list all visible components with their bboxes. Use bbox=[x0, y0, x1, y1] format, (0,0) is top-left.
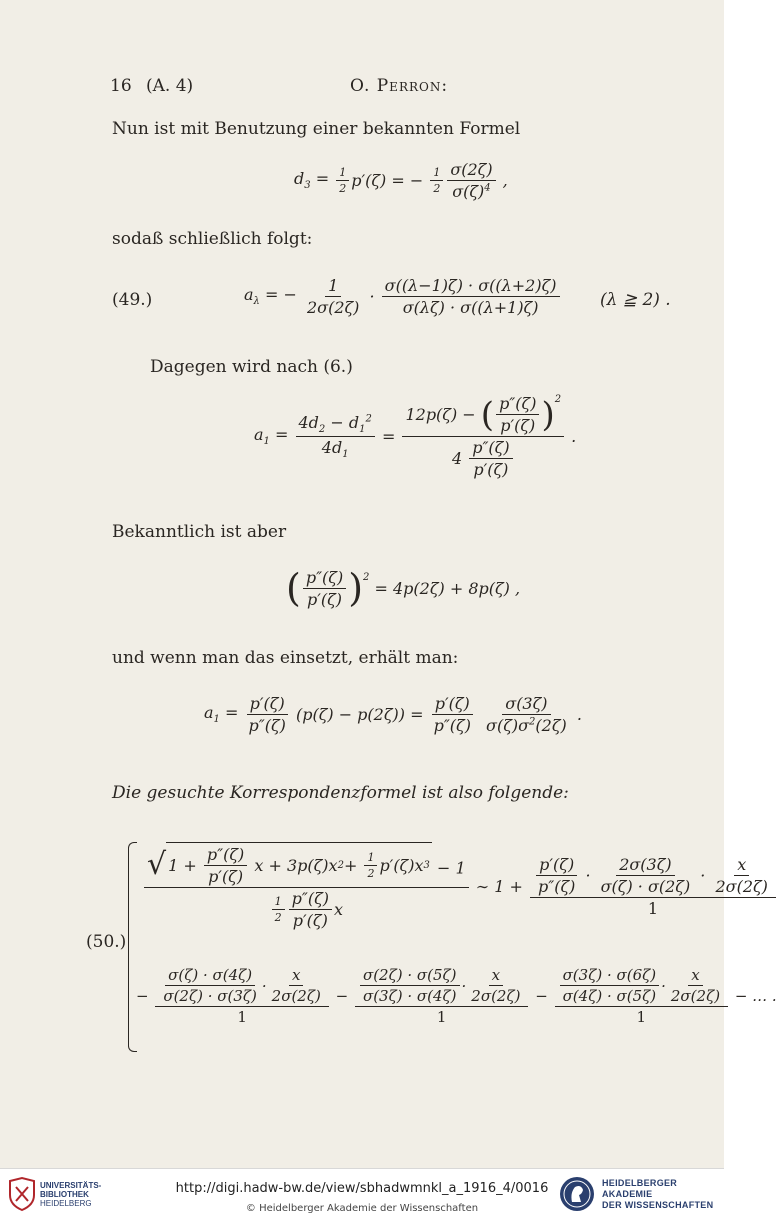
paragraph-2: sodaß schließlich folgt: bbox=[112, 229, 313, 249]
running-head-author: O. Perron: bbox=[350, 76, 449, 96]
academy-logo-line-2: DER WISSENSCHAFTEN bbox=[602, 1199, 714, 1210]
footer-bar bbox=[0, 1168, 724, 1221]
library-logo-line-2: BIBLIOTHEK bbox=[40, 1189, 89, 1199]
paragraph-4: Bekanntlich ist aber bbox=[112, 522, 287, 542]
equation-50-label: (50.) bbox=[86, 932, 127, 952]
paragraph-5: und wenn man das einsetzt, erhält man: bbox=[112, 648, 459, 668]
library-logo-line-1: UNIVERSITÄTS- bbox=[40, 1180, 102, 1190]
paragraph-3: Dagegen wird nach (6.) bbox=[150, 357, 353, 377]
equation-50-line-1: √ 1 + $\frac{p''(\zeta)}{p'(\zeta)}$ x + 3p(ζ)x 2 + $\frac{1}{2}$ p′(ζ)x 3 − 1 $\frac{1}{2}$ $\frac{p''(\zeta)}{p'(\zeta)}$ x ∼ 1 + $\frac{p'(\zeta)}{p''(\zeta)}$ · $\frac{2\sigma(3\zeta)}{\sigma(\zeta) \cdot \sigma(2\zeta)}$ · $\frac{x}{2\sigma(2\zeta)}$ 1 bbox=[142, 842, 778, 930]
equation-49: $a_\lambda$ = − $\frac{1}{2\sigma(2\zeta)}$ · $\frac{\sigma((\lambda-1)\zeta) \cdot \sigma((\lambda+2)\zeta)}{\sigma(\lambda\zeta) \cdot \sigma((\lambda+1)\zeta)}$ bbox=[244, 276, 562, 317]
academy-medallion-icon bbox=[558, 1175, 596, 1213]
page-number: 16 bbox=[110, 76, 132, 96]
formula-a1-first: $a_1$ = $\frac{4d_2 - d_1^2}{4d_1}$ = 12p(ζ) − ( $\frac{p''(\zeta)}{p'(\zeta)}$ ) 2 4 $\frac{p''(\zeta)}{p'(\zeta)}$ . bbox=[254, 394, 577, 479]
equation-49-condition: (λ ≧ 2) . bbox=[600, 290, 671, 310]
section-label: (A. 4) bbox=[146, 76, 194, 96]
formula-d3: $d_3$ = $\frac{1}{2}$ p′(ζ) = − $\frac{1}{2}$ $\frac{\sigma(2\zeta)}{\sigma(\zeta)^4}$ , bbox=[294, 160, 508, 201]
source-url-link[interactable]: http://digi.hadw-bw.de/view/sbhadwmnkl_a_1916_4/0016 bbox=[175, 1181, 549, 1196]
formula-squared-identity: ( $\frac{p''(\zeta)}{p'(\zeta)}$ ) 2 = 4p(2ζ) + 8p(ζ) , bbox=[286, 566, 521, 610]
equation-50-line-2: − $\frac{\sigma(\zeta) \cdot \sigma(4\zeta)}{\sigma(2\zeta) \cdot \sigma(3\zeta)}$ · $\frac{x}{2\sigma(2\zeta)}$ 1 − $\frac{\sigma(2\zeta) \cdot \sigma(5\zeta)}{\sigma(3\zeta) \cdot \sigma(4\zeta)}$ · $\frac{x}{2\sigma(2\zeta)}$ 1 − $\frac{\sigma(3\zeta) \cdot \sigma(6\zeta)}{\sigma(4\zeta) \cdot \sigma(5\zeta)}$ · $\frac{x}{2\sigma(2\zeta)}$ 1 − … . bbox=[136, 966, 777, 1026]
formula-a1-second: $a_1$ = $\frac{p'(\zeta)}{p''(\zeta)}$ (p(ζ) − p(2ζ)) = $\frac{p'(\zeta)}{p''(\zeta)}$ $\frac{\sigma(3\zeta)}{\sigma(\zeta)\sigma^2(2\zeta)}$ . bbox=[204, 694, 582, 735]
paragraph-1: Nun ist mit Benutzung einer bekannten Formel bbox=[112, 119, 521, 139]
equation-49-label: (49.) bbox=[112, 290, 153, 310]
academy-logo-line-1: HEIDELBERGER AKADEMIE bbox=[602, 1177, 678, 1199]
academy-logo[interactable] bbox=[558, 1175, 724, 1213]
library-logo-line-3: HEIDELBERG bbox=[40, 1198, 92, 1208]
copyright-text: © Heidelberger Akademie der Wissenschaften bbox=[245, 1203, 479, 1214]
paragraph-6: Die gesuchte Korrespondenzformel ist also folgende: bbox=[112, 783, 569, 803]
